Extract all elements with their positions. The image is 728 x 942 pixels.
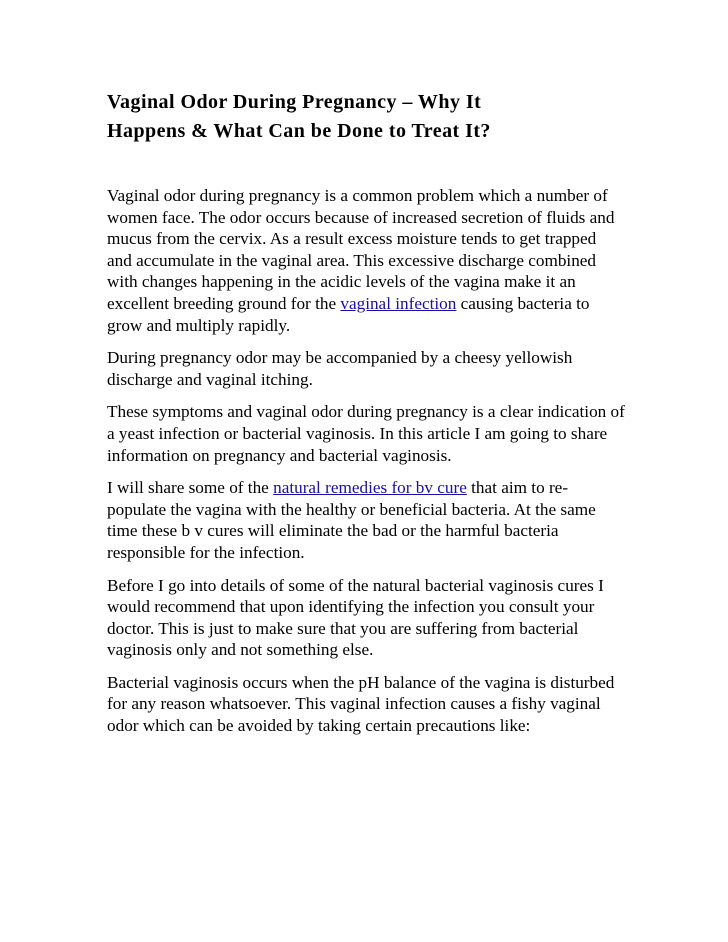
paragraph-4 — [107, 477, 625, 563]
paragraph-2: During pregnancy odor may be accompanied by a cheesy yellowish discharge and vaginal itching. — [107, 348, 573, 389]
paragraph-5: Before I go into details of some of the natural bacterial vaginosis cures I would recommend that upon identifying the infection you consult your doctor. This is just to make sure that you are suffering from bacterial vaginosis only and not something else. — [107, 575, 604, 660]
paragraph-3: These symptoms and vaginal odor during pregnancy is a clear indication of a yeast infection or bacterial vaginosis. In this article I am going to share information on pregnancy and bacterial vaginosis. — [107, 402, 625, 465]
article-body — [107, 185, 625, 737]
paragraph-1-text-after: causing bacteria to grow and multiply rapidly. — [107, 293, 590, 335]
vaginal-infection-link[interactable]: vaginal infection — [340, 293, 457, 313]
paragraph-1-text-before: Vaginal odor during pregnancy is a common problem which a number of women face. The odor occurs because of increased secretion of fluids and mucus from the cervix. As a result excess moisture tends to get trapped and accumulate in the vaginal area. This excessive discharge combined with changes happening in the acidic levels of the vagina make it an excellent breeding ground for the — [107, 186, 615, 313]
title-line-2: Happens & What Can be Done to Treat It? — [107, 120, 491, 142]
paragraph-6: Bacterial vaginosis occurs when the pH balance of the vagina is disturbed for any reason whatsoever. This vaginal infection causes a fishy vaginal odor which can be avoided by taking certain precautions like: — [107, 672, 615, 736]
document-page — [107, 88, 625, 748]
paragraph-4-text-before: I will share some of the — [107, 478, 274, 498]
paragraph-4-text-after: that aim to re-populate the vagina with the healthy or beneficial bacteria. At the same time these b v cures will eliminate the bad or the harmful bacteria responsible for the infection. — [107, 478, 596, 562]
title-line-1: Vaginal Odor During Pregnancy – Why It — [107, 91, 482, 113]
paragraph-1 — [107, 185, 625, 336]
natural-remedies-link[interactable]: natural remedies for bv cure — [273, 478, 467, 498]
page-title — [107, 88, 625, 146]
